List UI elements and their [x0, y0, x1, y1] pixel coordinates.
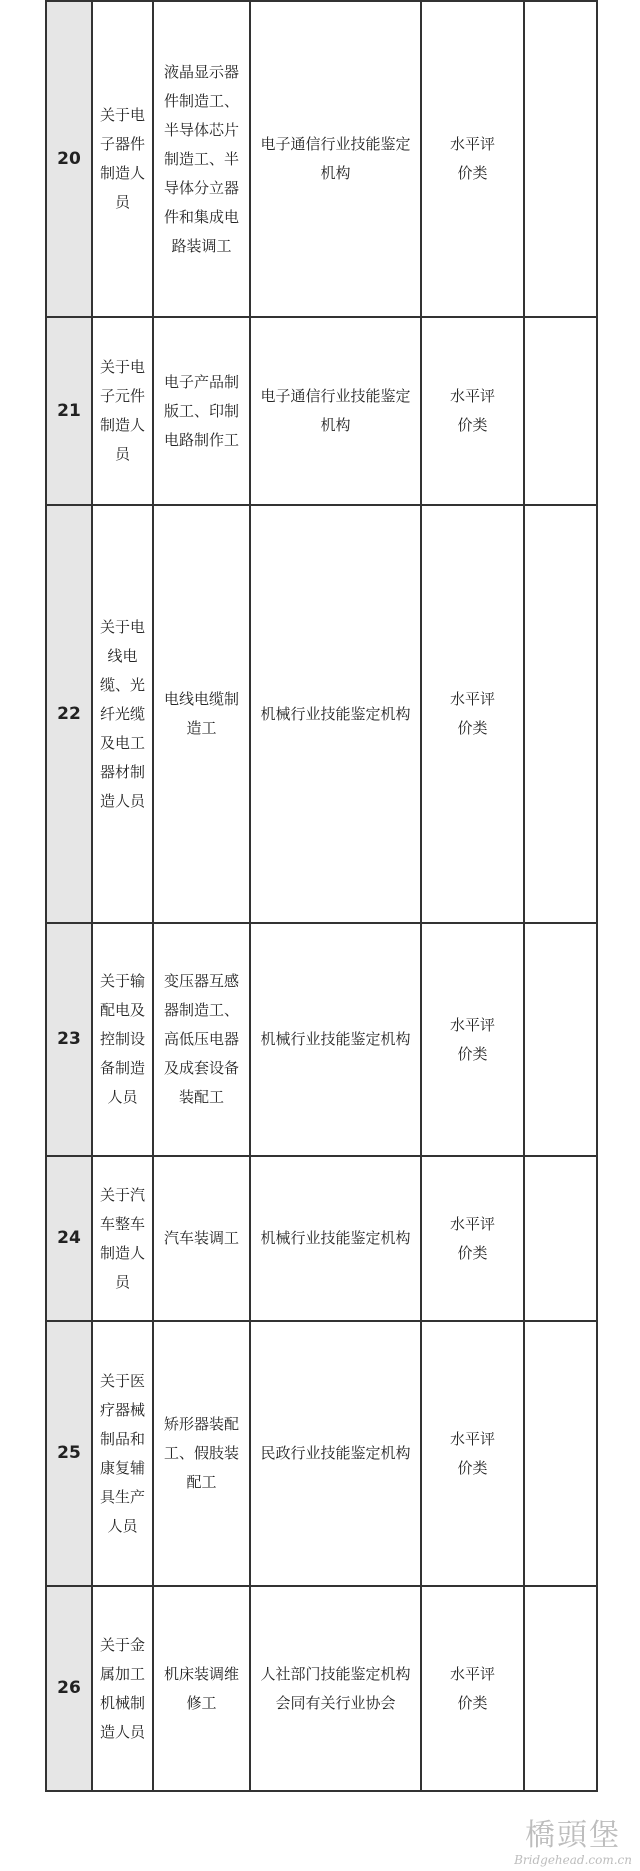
empty-cell	[524, 1321, 597, 1586]
empty-cell	[524, 1, 597, 317]
table-row	[46, 923, 597, 1156]
occupation-cell: 机床装调维修工	[153, 1586, 250, 1791]
row-number: 20	[46, 1, 92, 317]
category-cell: 关于电线电缆、光纤光缆及电工器材制造人员	[92, 505, 153, 923]
category-cell: 关于金属加工机械制造人员	[92, 1586, 153, 1791]
empty-cell	[524, 1586, 597, 1791]
empty-cell	[524, 505, 597, 923]
empty-cell	[524, 923, 597, 1156]
category-cell: 关于医疗器械制品和康复辅具生产人员	[92, 1321, 153, 1586]
occupation-cell: 电子产品制版工、印制电路制作工	[153, 317, 250, 505]
agency-cell: 机械行业技能鉴定机构	[250, 1156, 421, 1321]
type-cell: 水平评价类	[421, 317, 524, 505]
occupation-cell: 液晶显示器件制造工、半导体芯片制造工、半导体分立器件和集成电路装调工	[153, 1, 250, 317]
agency-cell: 人社部门技能鉴定机构会同有关行业协会	[250, 1586, 421, 1791]
occupation-cell: 变压器互感器制造工、高低压电器及成套设备装配工	[153, 923, 250, 1156]
agency-cell: 机械行业技能鉴定机构	[250, 923, 421, 1156]
type-cell: 水平评价类	[421, 505, 524, 923]
agency-cell: 电子通信行业技能鉴定机构	[250, 1, 421, 317]
category-cell: 关于电子器件制造人员	[92, 1, 153, 317]
type-cell: 水平评价类	[421, 923, 524, 1156]
watermark-logo	[514, 1819, 632, 1867]
type-cell: 水平评价类	[421, 1586, 524, 1791]
category-cell: 关于输配电及控制设备制造人员	[92, 923, 153, 1156]
empty-cell	[524, 1156, 597, 1321]
table-row	[46, 1321, 597, 1586]
occupation-cell: 矫形器装配工、假肢装配工	[153, 1321, 250, 1586]
agency-cell: 民政行业技能鉴定机构	[250, 1321, 421, 1586]
row-number: 23	[46, 923, 92, 1156]
row-number: 22	[46, 505, 92, 923]
agency-cell: 机械行业技能鉴定机构	[250, 505, 421, 923]
table-row	[46, 317, 597, 505]
watermark-url: Bridgehead.com.cn	[514, 1853, 632, 1867]
table-row	[46, 1156, 597, 1321]
empty-cell	[524, 317, 597, 505]
occupation-table	[45, 0, 598, 1792]
row-number: 25	[46, 1321, 92, 1586]
type-cell: 水平评价类	[421, 1156, 524, 1321]
occupation-cell: 电线电缆制造工	[153, 505, 250, 923]
type-cell: 水平评价类	[421, 1, 524, 317]
table-row	[46, 1, 597, 317]
occupation-cell: 汽车装调工	[153, 1156, 250, 1321]
table-row	[46, 1586, 597, 1791]
watermark-title: 橋頭堡	[525, 1818, 622, 1853]
row-number: 21	[46, 317, 92, 505]
row-number: 26	[46, 1586, 92, 1791]
table-row	[46, 505, 597, 923]
agency-cell: 电子通信行业技能鉴定机构	[250, 317, 421, 505]
type-cell: 水平评价类	[421, 1321, 524, 1586]
category-cell: 关于汽车整车制造人员	[92, 1156, 153, 1321]
row-number: 24	[46, 1156, 92, 1321]
category-cell: 关于电子元件制造人员	[92, 317, 153, 505]
